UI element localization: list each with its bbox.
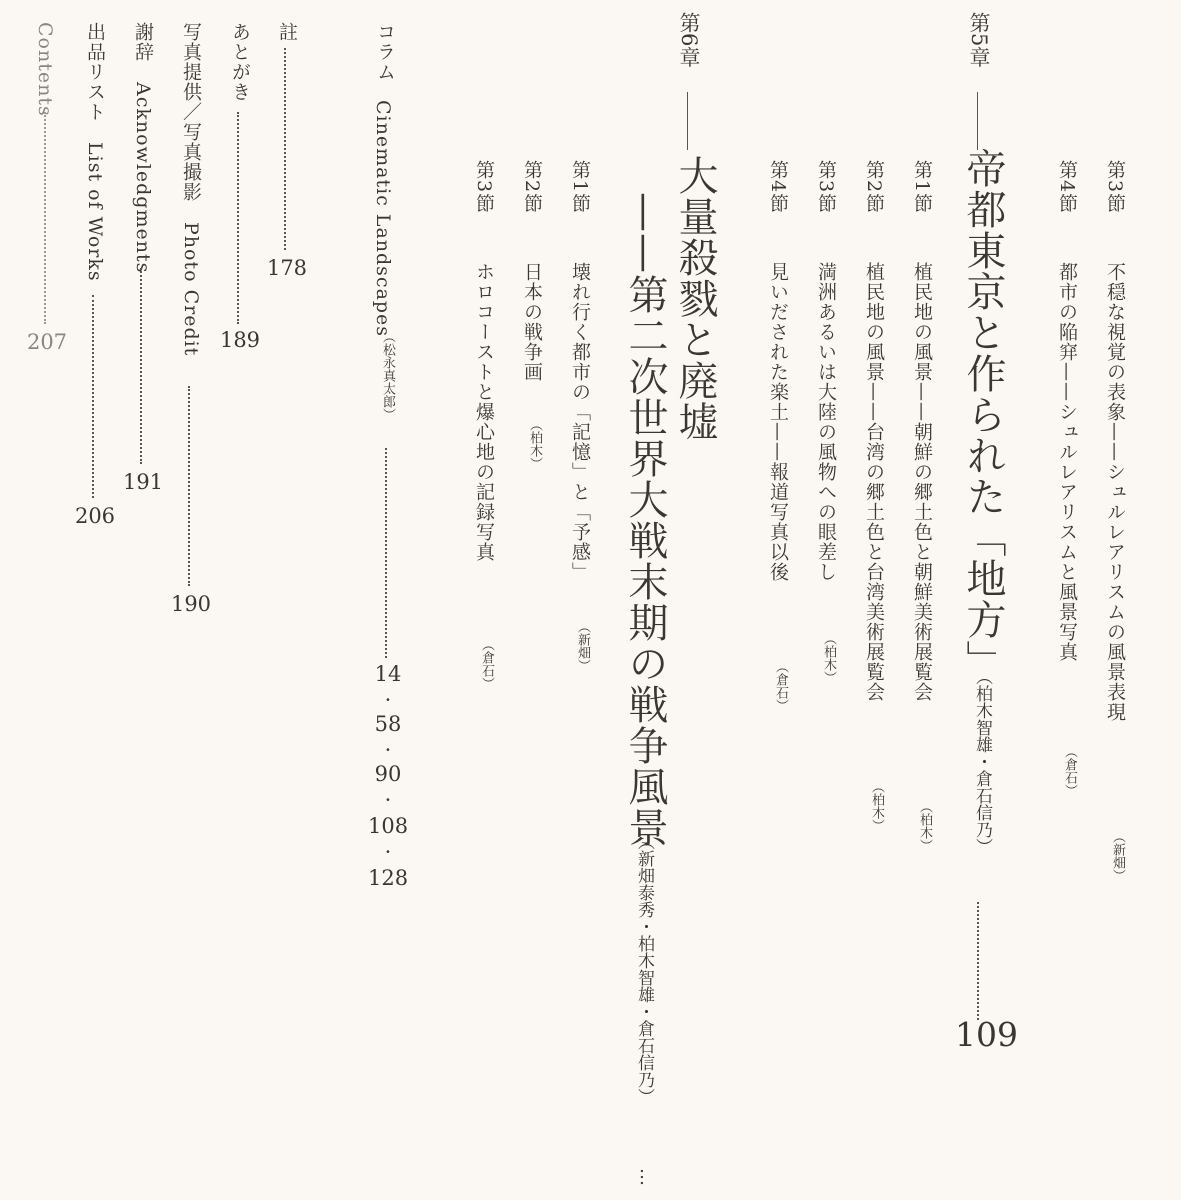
column-page-sep: · <box>384 840 392 864</box>
leader-dots <box>188 386 190 586</box>
column-page-sep: · <box>384 738 392 762</box>
leader-dots <box>92 295 94 498</box>
column-page-4: 108 <box>368 814 409 838</box>
author-note: （柏木） <box>527 418 542 470</box>
author-note: （新畑） <box>1110 830 1125 882</box>
backmatter-contents <box>22 0 72 1200</box>
leader-dots: … <box>636 1168 657 1186</box>
ch5-section-1 <box>905 0 945 1200</box>
author-note: （柏木） <box>821 632 836 684</box>
column-label: コラム <box>374 22 396 82</box>
ch4-section-4 <box>1050 0 1090 1200</box>
section-title: 植民地の風景——朝鮮の郷土色と朝鮮美術展覧会 <box>911 262 933 702</box>
page-number: 190 <box>170 592 212 616</box>
column-page-3: 90 <box>374 762 402 786</box>
column-author: （松永真太郎） <box>380 330 395 421</box>
author-note: （柏木） <box>869 780 884 832</box>
section-label: 第1節 <box>569 160 591 214</box>
chapter-label: 第5章 <box>967 12 991 68</box>
leader-dots <box>44 112 46 324</box>
leader-dots <box>140 268 142 464</box>
section-title: 都市の陥穽——シュルレアリスムと風景写真 <box>1056 262 1078 662</box>
page-number: 189 <box>219 328 261 352</box>
section-title: 見いだされた楽土——報道写真以後 <box>767 262 789 582</box>
backmatter-notes <box>262 0 312 1200</box>
column-page-5: 128 <box>368 866 409 890</box>
page-number: 207 <box>26 330 68 354</box>
section-label: 第2節 <box>863 160 885 214</box>
leader-dots <box>237 112 239 324</box>
backmatter-title: 出品リスト List of Works <box>84 22 106 282</box>
backmatter-list-of-works <box>70 0 120 1200</box>
chapter-rule <box>687 92 688 150</box>
section-label: 第3節 <box>815 160 837 214</box>
ch6-section-2 <box>515 0 555 1200</box>
column-page-2: 58 <box>374 712 402 736</box>
chapter-authors: （新畑泰秀・柏木智雄・倉石信乃） <box>634 833 654 1105</box>
column-title: Cinematic Landscapes <box>372 100 394 338</box>
ch5-section-3 <box>809 0 849 1200</box>
page-number: 109 <box>955 1015 1018 1054</box>
leader-dots <box>977 902 979 1020</box>
section-title: ホロコーストと爆心地の記録写真 <box>473 262 495 562</box>
ch6-section-3 <box>467 0 507 1200</box>
backmatter-title: 謝辞 Acknowledgments <box>132 22 154 274</box>
ch5-section-4 <box>761 0 801 1200</box>
section-label: 第4節 <box>767 160 789 214</box>
backmatter-title: あとがき <box>229 22 251 102</box>
chapter-5-heading <box>950 0 1020 1200</box>
backmatter-photo-credit <box>166 0 216 1200</box>
section-title: 満洲あるいは大陸の風物への眼差し <box>815 262 837 582</box>
chapter-authors: （柏木智雄・倉石信乃） <box>972 668 992 855</box>
column-page-sep: · <box>384 788 392 812</box>
page-number: 178 <box>266 256 308 280</box>
section-title: 植民地の風景——台湾の郷土色と台湾美術展覧会 <box>863 262 885 702</box>
ch4-section-3 <box>1098 0 1138 1200</box>
section-title: 不穏な視覚の表象——シュルレアリスムの風景表現 <box>1104 262 1126 722</box>
chapter-label: 第6章 <box>677 12 701 68</box>
chapter-title-line1: 大量殺戮と廃墟 <box>672 155 718 442</box>
author-note: （倉石） <box>479 638 494 690</box>
page-number: 191 <box>122 470 164 494</box>
chapter-title: 帝都東京と作られた「地方」 <box>960 148 1006 681</box>
column-page-sep: · <box>384 688 392 712</box>
column-page-1: 14 <box>374 662 402 686</box>
author-note: （倉石） <box>773 660 788 712</box>
section-label: 第4節 <box>1056 160 1078 214</box>
backmatter-title: 註 <box>276 22 298 42</box>
section-label: 第2節 <box>521 160 543 214</box>
ch6-section-1 <box>563 0 603 1200</box>
backmatter-afterword <box>215 0 265 1200</box>
section-label: 第1節 <box>911 160 933 214</box>
chapter-title-line2: ——第二次世界大戦末期の戦争風景 <box>622 192 668 848</box>
author-note: （新畑） <box>575 620 590 672</box>
chapter-6-heading <box>612 0 722 1200</box>
ch5-section-2 <box>857 0 897 1200</box>
section-title: 壊れ行く都市の「記憶」と「予感」 <box>569 262 591 582</box>
page-number: 206 <box>74 504 116 528</box>
leader-dots <box>284 48 286 250</box>
author-note: （倉石） <box>1062 745 1077 797</box>
backmatter-title: 写真提供／写真撮影 Photo Credit <box>180 22 202 357</box>
section-label: 第3節 <box>473 160 495 214</box>
column-entry <box>360 0 420 1200</box>
leader-dots <box>385 448 387 658</box>
backmatter-acknowledgments <box>118 0 168 1200</box>
backmatter-title: Contents <box>34 22 56 117</box>
author-note: （柏木） <box>917 800 932 852</box>
section-label: 第3節 <box>1104 160 1126 214</box>
section-title: 日本の戦争画 <box>521 262 543 382</box>
chapter-rule <box>977 92 978 150</box>
